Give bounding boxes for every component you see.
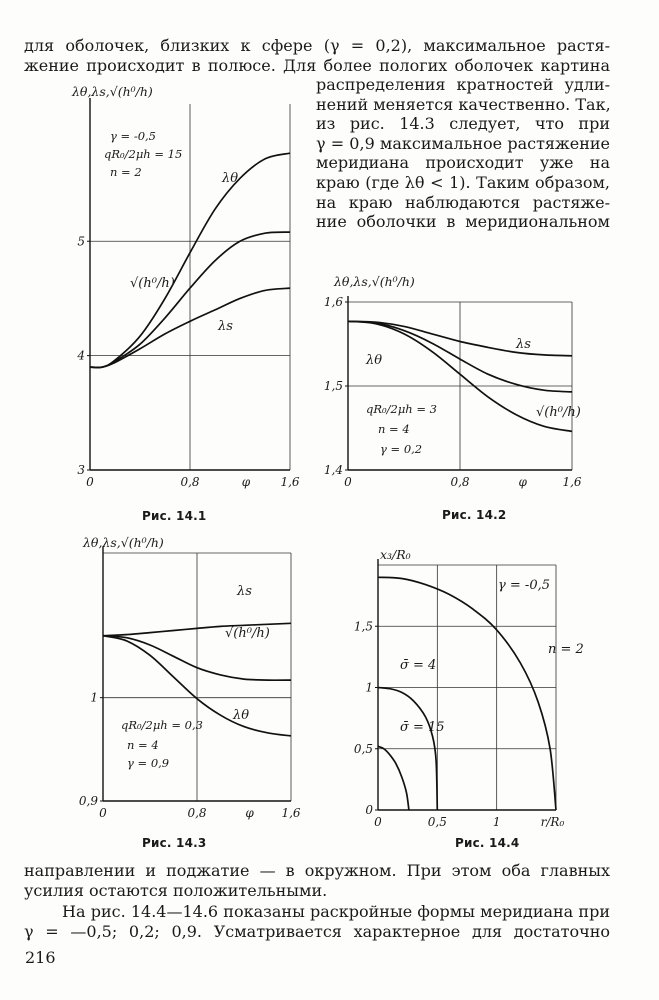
param-text: γ = 0,2: [380, 442, 423, 456]
curve-label: λθ: [233, 708, 250, 723]
curve-label: λs: [516, 337, 531, 352]
x-tick-label: φ: [518, 475, 527, 489]
param-text: qR₀/2μh = 15: [104, 147, 183, 161]
param-text: γ = -0,5: [110, 129, 156, 143]
text-line: γ = —0,5; 0,2; 0,9. Усматривается характерное для достаточно: [24, 921, 610, 941]
curve-label: σ̄ = 15: [400, 720, 445, 735]
x-tick-label: 0,8: [180, 475, 200, 489]
paragraph-next: [24, 902, 610, 941]
y-tick-label: 0,9: [78, 794, 98, 808]
text-line: краю (где λθ < 1). Таким образом,: [316, 172, 610, 192]
curve-label: λθ: [222, 171, 239, 186]
text-line: усилия остаются положительными.: [24, 880, 328, 900]
y-tick-label: 1,4: [323, 463, 343, 477]
y-axis-label: x₃/R₀: [380, 547, 411, 562]
x-tick-label: 0,8: [187, 806, 207, 820]
x-tick-label: 0,5: [427, 815, 447, 829]
figure-14-2: [312, 268, 602, 498]
text-line: γ = 0,9 максимальное растяжение: [316, 133, 610, 153]
caption-fig-14-4: Рис. 14.4: [455, 836, 520, 850]
y-tick-label: 1,6: [323, 295, 343, 309]
param-text: qR₀/2μh = 3: [366, 402, 437, 416]
text-line: нений меняется качественно. Так,: [316, 94, 611, 114]
curve-label: √(h⁰/h): [225, 626, 270, 641]
curve-label: λs: [237, 584, 252, 599]
text-line: ние оболочки в меридиональном: [316, 212, 610, 232]
series-line: [378, 746, 409, 810]
x-tick-label: φ: [245, 806, 254, 820]
x-tick-label: 0: [99, 806, 107, 820]
y-tick-label: 1,5: [323, 379, 343, 393]
y-tick-label: 5: [77, 234, 85, 249]
figure-14-3: [75, 533, 315, 829]
x-tick-label: φ: [241, 475, 251, 489]
y-tick-label: 4: [77, 348, 85, 363]
param-text: n = 2: [110, 165, 142, 179]
x-tick-label: r/R₀: [540, 815, 565, 829]
text-line: меридиана происходит уже на: [316, 153, 610, 173]
text-line: для оболочек, близких к сфере (γ = 0,2), максимальное растя-: [24, 36, 610, 55]
curve-label: n = 2: [548, 642, 584, 657]
x-tick-label: 1,6: [281, 806, 301, 820]
x-tick-label: 0,8: [450, 475, 470, 489]
param-text: n = 4: [127, 738, 159, 752]
y-tick-label: 1: [90, 690, 98, 705]
text-line: на краю наблюдаются растяже-: [316, 192, 610, 212]
y-tick-label: 1: [365, 680, 373, 695]
text-line: На рис. 14.4—14.6 показаны раскройные формы меридиана при: [62, 902, 610, 921]
curve-label: γ = -0,5: [498, 578, 550, 593]
x-tick-label: 1,6: [280, 475, 300, 489]
caption-fig-14-2: Рис. 14.2: [442, 508, 507, 522]
curve-label: √(h⁰/h): [536, 405, 581, 420]
figure-14-1: [60, 82, 300, 502]
param-text: γ = 0,9: [127, 756, 170, 770]
y-tick-label: 3: [77, 463, 85, 477]
caption-fig-14-3: Рис. 14.3: [142, 836, 207, 850]
text-line: распределения кратностей удли-: [316, 75, 610, 94]
paragraph-side: [316, 75, 610, 232]
y-axis-label: λθ,λs,√(h⁰/h): [334, 274, 415, 289]
x-tick-label: 1: [492, 815, 501, 829]
x-tick-label: 1,6: [562, 475, 582, 489]
x-tick-label: 0: [86, 475, 94, 489]
y-axis-label: λθ,λs,√(h⁰/h): [83, 535, 164, 550]
y-tick-label: 1,5: [353, 619, 373, 634]
text-line: жение происходит в полюсе. Для более пологих оболочек картина: [24, 55, 610, 75]
caption-fig-14-1: Рис. 14.1: [142, 509, 207, 523]
text-line: направлении и поджатие — в окружном. При этом оба главных: [24, 861, 610, 880]
curve-label: σ̄ = 4: [400, 658, 437, 673]
y-tick-label: 0,5: [353, 741, 373, 756]
y-axis-label: λθ,λs,√(h⁰/h): [72, 84, 153, 99]
text-line: из рис. 14.3 следует, что при: [316, 114, 610, 134]
paragraph-bottom: [24, 861, 610, 900]
x-tick-label: 0: [344, 475, 352, 489]
y-tick-label: 0: [365, 803, 373, 817]
x-tick-label: 0: [374, 815, 382, 829]
page-number: 216: [25, 948, 56, 967]
param-text: n = 4: [378, 422, 410, 436]
curve-label: λθ: [366, 353, 383, 368]
curve-label: λs: [218, 319, 233, 334]
curve-label: √(h⁰/h): [130, 276, 175, 291]
param-text: qR₀/2μh = 0,3: [121, 718, 203, 732]
figure-14-4: [353, 545, 598, 835]
paragraph-top: [24, 36, 610, 75]
